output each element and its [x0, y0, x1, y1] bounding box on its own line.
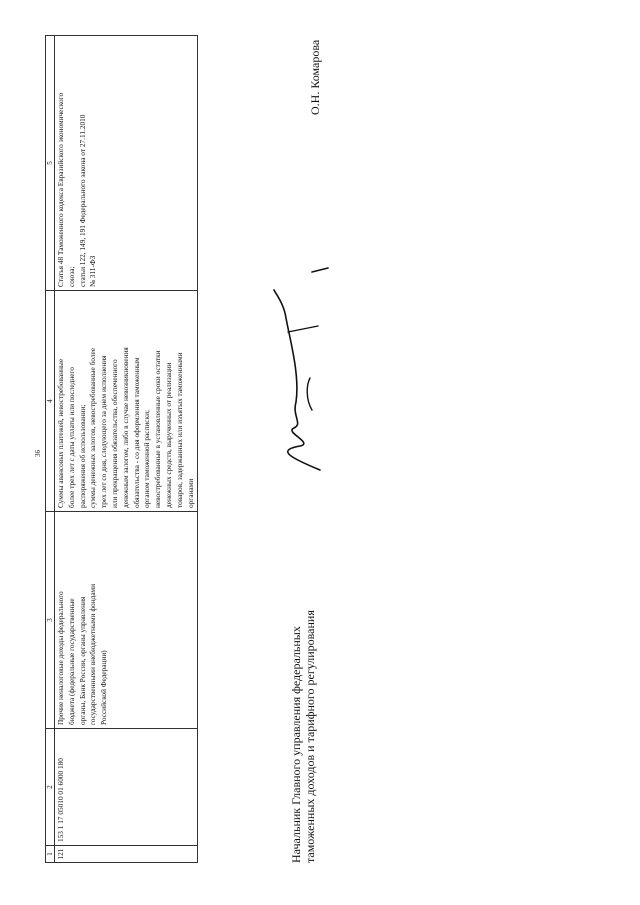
- income-line: органом таможенной расписки;: [142, 409, 152, 508]
- income-line: Суммы авансовых платежей, невостребованные: [56, 358, 65, 508]
- header-col-3: 3: [46, 512, 55, 729]
- income-table: [45, 35, 198, 863]
- legal-basis: [55, 36, 198, 291]
- description-line: Прочие неналоговые доходы федерального: [56, 591, 65, 725]
- description-line: Российской Федерации): [99, 650, 109, 725]
- income-line: более трех лет с даты уплаты или последнего: [66, 367, 76, 508]
- income-types: [55, 291, 198, 512]
- description-line: государственными внебюджетными фондами: [88, 583, 98, 725]
- signatory-name: О.Н. Комарова: [308, 39, 322, 115]
- table-header-row: [46, 36, 55, 863]
- header-col-2: 2: [46, 729, 55, 846]
- header-col-5: 5: [46, 36, 55, 291]
- handwritten-signature-icon: [270, 250, 335, 490]
- budget-code: 153 1 17 05010 01 6000 180: [55, 729, 198, 846]
- income-line: денежным залогом, либо в случае невозникновения: [120, 347, 130, 508]
- income-line: невостребованные в установленные сроки остатки: [153, 350, 163, 508]
- basis-line: статьи 122, 149, 191 Федерального закона от 27.11.2010: [77, 114, 87, 287]
- income-line: обязательства - со дня оформления таможенным: [131, 357, 141, 508]
- basis-line: Статья 48 Таможенного кодекса Евразийского экономического: [56, 92, 65, 287]
- description-line: органы, Банк России, органы управления: [77, 596, 87, 725]
- income-line: распоряжения об использовании;: [77, 404, 87, 508]
- header-col-4: 4: [46, 291, 55, 512]
- income-line: денежных средств, вырученных от реализации: [163, 362, 173, 508]
- income-line: товаров, задержанных или изъятых таможенными: [174, 352, 184, 508]
- table-row: [55, 36, 198, 863]
- row-number: 121: [55, 846, 198, 863]
- title-line: таможенных доходов и тарифного регулирования: [302, 610, 317, 863]
- basis-line: союза;: [66, 266, 76, 287]
- income-line: или прекращения обязательства, обеспеченного: [109, 359, 119, 508]
- income-line: суммы денежных залогов, невостребованные более: [88, 348, 98, 508]
- title-line: Начальник Главного управления федеральных: [289, 626, 303, 863]
- basis-line: № 311-ФЗ: [88, 255, 98, 287]
- signature-graphic: [270, 250, 330, 490]
- income-description: [55, 512, 198, 729]
- income-line: трех лет со дня, следующего за днем исполнения: [99, 355, 109, 508]
- header-col-1: 1: [46, 846, 55, 863]
- signatory-title: [290, 610, 317, 863]
- description-line: бюджета (федеральные государственные: [66, 598, 76, 725]
- income-line: органами: [185, 478, 195, 508]
- page-number: 36: [34, 450, 42, 457]
